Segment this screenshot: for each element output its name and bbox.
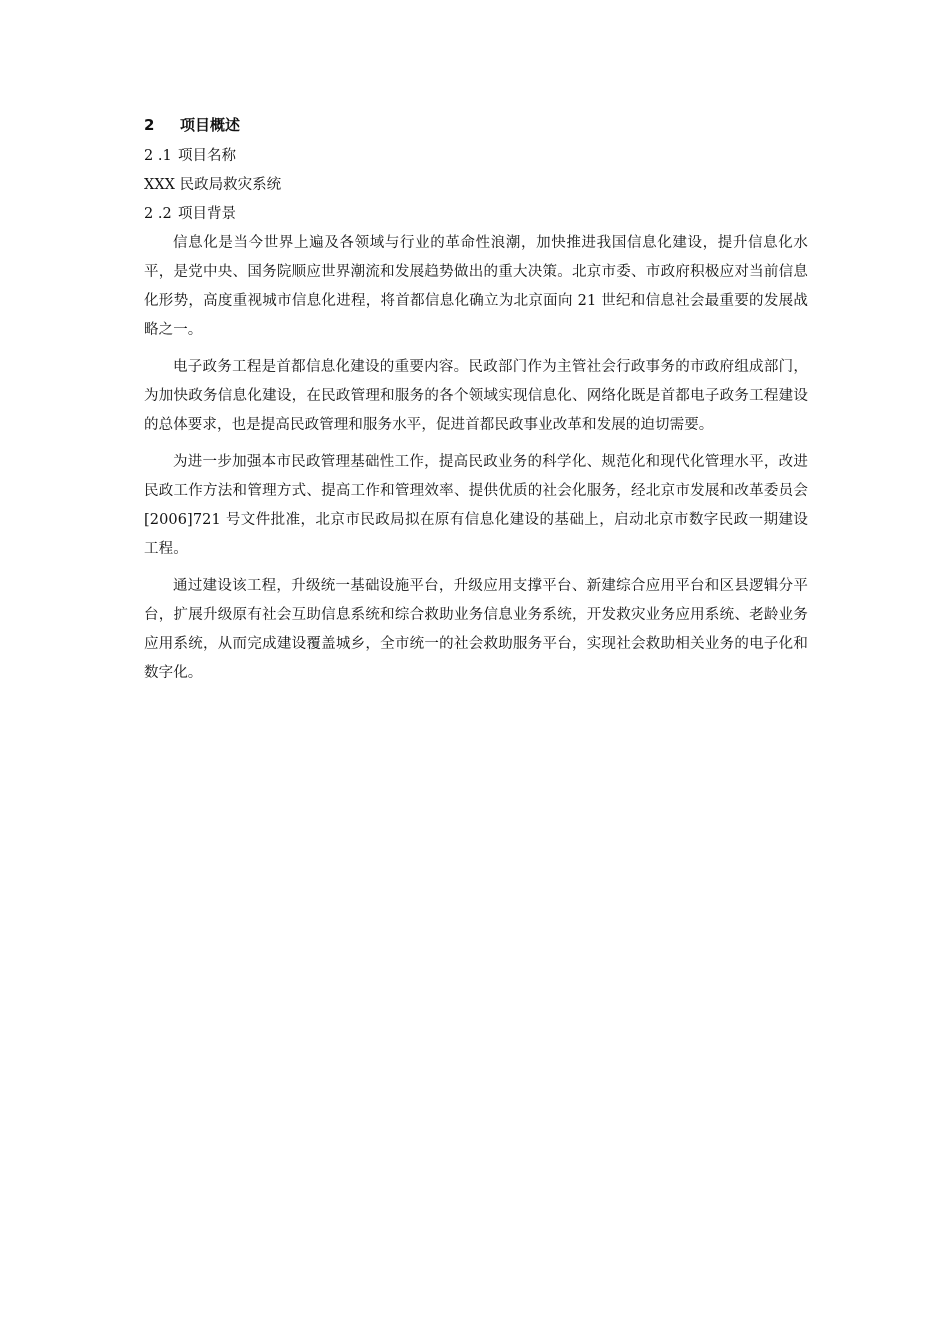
section-title: 项目概述 (180, 116, 241, 134)
background-paragraph: 电子政务工程是首都信息化建设的重要内容。民政部门作为主管社会行政事务的市政府组成部门，为加快政务信息化建设，在民政管理和服务的各个领域实现信息化、网络化既是首都电子政务工程建设的总体要求，也是提高民政管理和服务水平，促进首都民政事业改革和发展的迫切需要。 (144, 359, 808, 433)
project-name: XXX 民政局救灾系统 (144, 177, 282, 193)
background-paragraph: 信息化是当今世界上遍及各领域与行业的革命性浪潮，加快推进我国信息化建设，提升信息化水平，是党中央、国务院顺应世界潮流和发展趋势做出的重大决策。北京市委、市政府积极应对当前信息化形势，高度重视城市信息化进程，将首都信息化确立为北京面向 21 世纪和信息社会最重要的发展战略之一。 (144, 235, 808, 338)
subsection-number: 2 .2 (144, 206, 172, 222)
background-paragraph: 为进一步加强本市民政管理基础性工作，提高民政业务的科学化、规范化和现代化管理水平，改进民政工作方法和管理方式、提高工作和管理效率、提供优质的社会化服务，经北京市发展和改革委员会[2006]721 号文件批准，北京市民政局拟在原有信息化建设的基础上，启动北京市数字民政一期建设工程。 (144, 454, 808, 557)
section-heading (144, 112, 808, 138)
subsection-title: 项目背景 (178, 206, 236, 222)
subsection-number: 2 .1 (144, 148, 172, 164)
subsection-heading-name (144, 142, 808, 171)
subsection-title: 项目名称 (178, 148, 236, 164)
subsection-heading-background (144, 200, 808, 229)
section-number: 2 (144, 116, 155, 134)
document-content (144, 112, 808, 696)
background-paragraph: 通过建设该工程，升级统一基础设施平台，升级应用支撑平台、新建综合应用平台和区县逻辑分平台，扩展升级原有社会互助信息系统和综合救助业务信息业务系统，开发救灾业务应用系统、老龄业务应用系统，从而完成建设覆盖城乡，全市统一的社会救助服务平台，实现社会救助相关业务的电子化和数字化。 (144, 578, 808, 681)
